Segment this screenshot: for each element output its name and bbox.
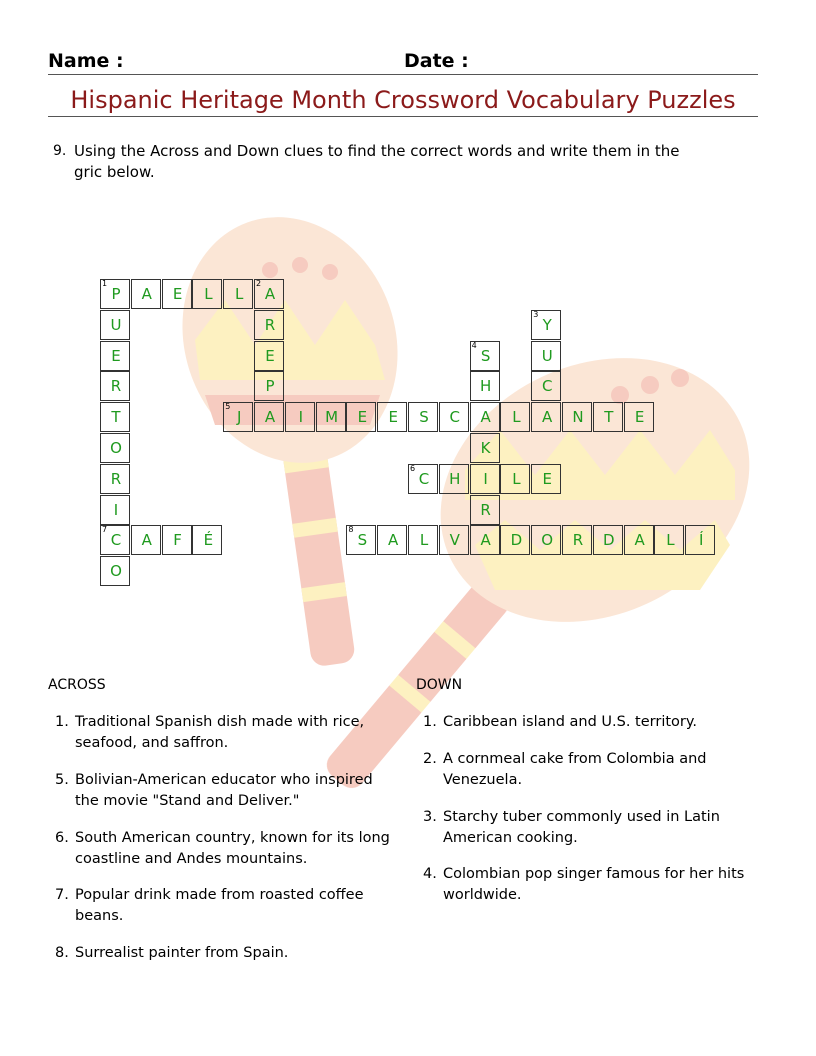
cell-number: 8 — [348, 525, 354, 535]
cell-letter: P — [111, 285, 121, 303]
crossword-cell[interactable] — [346, 402, 376, 432]
across-clue — [55, 770, 395, 812]
cell-letter: A — [264, 285, 276, 303]
crossword-cell[interactable] — [254, 371, 284, 401]
crossword-cell[interactable] — [346, 525, 376, 555]
down-clue — [423, 712, 763, 733]
crossword-cell[interactable] — [223, 279, 253, 309]
clue-text: Caribbean island and U.S. territory. — [443, 714, 697, 730]
crossword-cell[interactable] — [377, 402, 407, 432]
crossword-cell[interactable] — [100, 495, 130, 525]
down-clue — [423, 864, 763, 906]
crossword-cell[interactable] — [254, 341, 284, 371]
clue-number: 5. — [55, 772, 69, 788]
crossword-cell[interactable] — [593, 525, 623, 555]
crossword-cell[interactable] — [408, 402, 438, 432]
crossword-cell[interactable] — [470, 433, 500, 463]
crossword-cell[interactable] — [100, 402, 130, 432]
crossword-cell[interactable] — [131, 279, 161, 309]
cell-letter: K — [480, 439, 491, 457]
crossword-cell[interactable] — [285, 402, 315, 432]
clue-number: 8. — [55, 945, 69, 961]
cell-letter: E — [265, 346, 275, 365]
cell-letter: L — [512, 469, 521, 488]
crossword-cell[interactable] — [562, 525, 592, 555]
clue-text: Surrealist painter from Spain. — [75, 945, 289, 961]
cell-letter: H — [479, 377, 492, 396]
cell-letter: L — [204, 285, 213, 303]
crossword-cell[interactable] — [408, 464, 438, 494]
cell-number: 2 — [256, 279, 262, 288]
page-title: Hispanic Heritage Month Crossword Vocabulary Puzzles — [48, 86, 758, 117]
cell-letter: O — [541, 531, 554, 550]
clue-number: 1. — [55, 714, 69, 730]
cell-letter: M — [325, 408, 339, 427]
name-date-row — [48, 48, 758, 75]
cell-letter: L — [419, 531, 429, 550]
crossword-cell[interactable] — [439, 402, 469, 432]
crossword-cell[interactable] — [100, 464, 130, 494]
cell-number: 4 — [471, 340, 477, 350]
clue-number: 6. — [55, 830, 69, 846]
cell-letter: L — [235, 285, 244, 303]
cell-letter: É — [203, 531, 214, 550]
cell-letter: R — [264, 315, 276, 334]
crossword-cell[interactable] — [100, 341, 130, 371]
cell-letter: A — [542, 408, 553, 427]
crossword-cell[interactable] — [254, 279, 284, 309]
crossword-cell[interactable] — [500, 402, 530, 432]
crossword-cell[interactable] — [223, 402, 253, 432]
cell-letter: L — [512, 408, 521, 427]
across-clue — [55, 712, 395, 754]
cell-letter: P — [265, 377, 275, 396]
crossword-cell[interactable] — [254, 310, 284, 340]
cell-letter: U — [110, 315, 122, 334]
crossword-cell[interactable] — [100, 433, 130, 463]
crossword-cell[interactable] — [562, 402, 592, 432]
crossword-cell[interactable] — [531, 341, 561, 371]
cell-letter: R — [110, 469, 122, 488]
cell-number: 6 — [410, 463, 416, 473]
clue-number: 4. — [423, 866, 437, 882]
crossword-cell[interactable] — [192, 279, 222, 309]
down-clue — [423, 807, 763, 849]
cell-letter: R — [480, 500, 491, 519]
cell-number: 5 — [225, 402, 231, 412]
cell-number: 1 — [102, 279, 108, 288]
cell-letter: I — [113, 500, 119, 519]
cell-letter: E — [634, 408, 645, 427]
cell-letter: E — [172, 285, 183, 303]
crossword-cell[interactable] — [500, 464, 530, 494]
across-clue — [55, 828, 395, 870]
cell-letter: R — [572, 531, 584, 550]
clue-number: 2. — [423, 751, 437, 767]
cell-letter: A — [388, 531, 399, 550]
clue-text: South American country, known for its long coastline and Andes mountains. — [75, 830, 390, 867]
cell-letter: J — [236, 408, 242, 427]
crossword-cell[interactable] — [531, 402, 561, 432]
crossword-cell[interactable] — [100, 371, 130, 401]
cell-letter: A — [480, 408, 491, 427]
across-clue — [55, 885, 395, 927]
cell-letter: D — [510, 531, 523, 550]
crossword-cell[interactable] — [470, 525, 500, 555]
cell-letter: F — [173, 531, 182, 550]
down-heading: DOWN — [416, 677, 463, 693]
crossword-cell[interactable] — [316, 402, 346, 432]
crossword-cell[interactable] — [685, 525, 715, 555]
crossword-cell[interactable] — [470, 464, 500, 494]
cell-letter: A — [264, 408, 276, 427]
clue-text: Popular drink made from roasted coffee beans. — [75, 887, 364, 924]
crossword-cell[interactable] — [470, 371, 500, 401]
cell-letter: Í — [698, 531, 704, 550]
cell-number: 3 — [533, 309, 539, 319]
cell-letter: I — [483, 469, 488, 488]
cell-number: 7 — [102, 525, 108, 535]
crossword-cell[interactable] — [531, 464, 561, 494]
cell-letter: H — [449, 469, 461, 488]
cell-letter: I — [298, 408, 304, 427]
cell-letter: L — [666, 531, 675, 550]
crossword-cell[interactable] — [100, 279, 130, 309]
cell-letter: R — [110, 377, 122, 396]
clue-text: Starchy tuber commonly used in Latin American cooking. — [443, 809, 720, 846]
date-label: Date : — [404, 50, 469, 72]
clue-text: Bolivian-American educator who inspired the movie "Stand and Deliver." — [75, 772, 373, 809]
clue-text: A cornmeal cake from Colombia and Venezuela. — [443, 751, 707, 788]
cell-letter: C — [449, 408, 461, 427]
crossword-cell[interactable] — [624, 525, 654, 555]
crossword-cell[interactable] — [100, 525, 130, 555]
crossword-cell[interactable] — [192, 525, 222, 555]
crossword-cell[interactable] — [254, 402, 284, 432]
cell-letter: O — [110, 562, 122, 581]
across-clue — [55, 943, 395, 964]
down-clue — [423, 749, 763, 791]
cell-letter: A — [141, 285, 152, 303]
crossword-cell[interactable] — [470, 402, 500, 432]
cell-letter: A — [480, 531, 491, 550]
crossword-cell[interactable] — [531, 371, 561, 401]
cell-letter: S — [357, 531, 368, 550]
name-label: Name : — [48, 50, 124, 72]
crossword-cell[interactable] — [439, 464, 469, 494]
crossword-cell[interactable] — [162, 279, 192, 309]
instructions-text: Using the Across and Down clues to find the correct words and write them in the gric below. — [74, 142, 680, 181]
crossword-cell[interactable] — [654, 525, 684, 555]
cell-letter: Y — [542, 315, 552, 334]
cell-letter: U — [541, 346, 553, 365]
clue-number: 1. — [423, 714, 437, 730]
crossword-cell[interactable] — [408, 525, 438, 555]
crossword-cell[interactable] — [624, 402, 654, 432]
cell-letter: S — [480, 346, 491, 365]
clue-text: Colombian pop singer famous for her hits worldwide. — [443, 866, 745, 903]
cell-letter: C — [110, 531, 122, 550]
crossword-cell[interactable] — [131, 525, 161, 555]
across-heading: ACROSS — [48, 677, 106, 693]
cell-letter: N — [572, 408, 584, 427]
crossword-cell[interactable] — [162, 525, 192, 555]
crossword-cell[interactable] — [100, 310, 130, 340]
clue-text: Traditional Spanish dish made with rice, seafood, and saffron. — [75, 714, 365, 751]
cell-letter: E — [111, 346, 121, 365]
crossword-cell[interactable] — [470, 341, 500, 371]
crossword-cell[interactable] — [100, 556, 130, 586]
clue-number: 7. — [55, 887, 69, 903]
cell-letter: T — [111, 408, 121, 427]
crossword-cell[interactable] — [593, 402, 623, 432]
cell-letter: S — [419, 408, 429, 427]
cell-letter: T — [604, 408, 614, 427]
crossword-cell[interactable] — [500, 525, 530, 555]
cell-letter: C — [418, 469, 430, 488]
cell-letter: C — [541, 377, 553, 396]
question-number: 9. — [53, 143, 67, 159]
cell-letter: V — [449, 531, 460, 550]
clue-number: 3. — [423, 809, 437, 825]
cell-letter: O — [110, 439, 122, 457]
cell-letter: A — [634, 531, 645, 550]
cell-letter: D — [603, 531, 615, 550]
cell-letter: E — [388, 408, 398, 427]
crossword-cell[interactable] — [531, 310, 561, 340]
crossword-cell[interactable] — [470, 495, 500, 525]
cell-letter: E — [357, 408, 368, 427]
crossword-cell[interactable] — [439, 525, 469, 555]
crossword-cell[interactable] — [377, 525, 407, 555]
cell-letter: E — [542, 469, 552, 488]
crossword-cell[interactable] — [531, 525, 561, 555]
cell-letter: A — [141, 531, 152, 550]
